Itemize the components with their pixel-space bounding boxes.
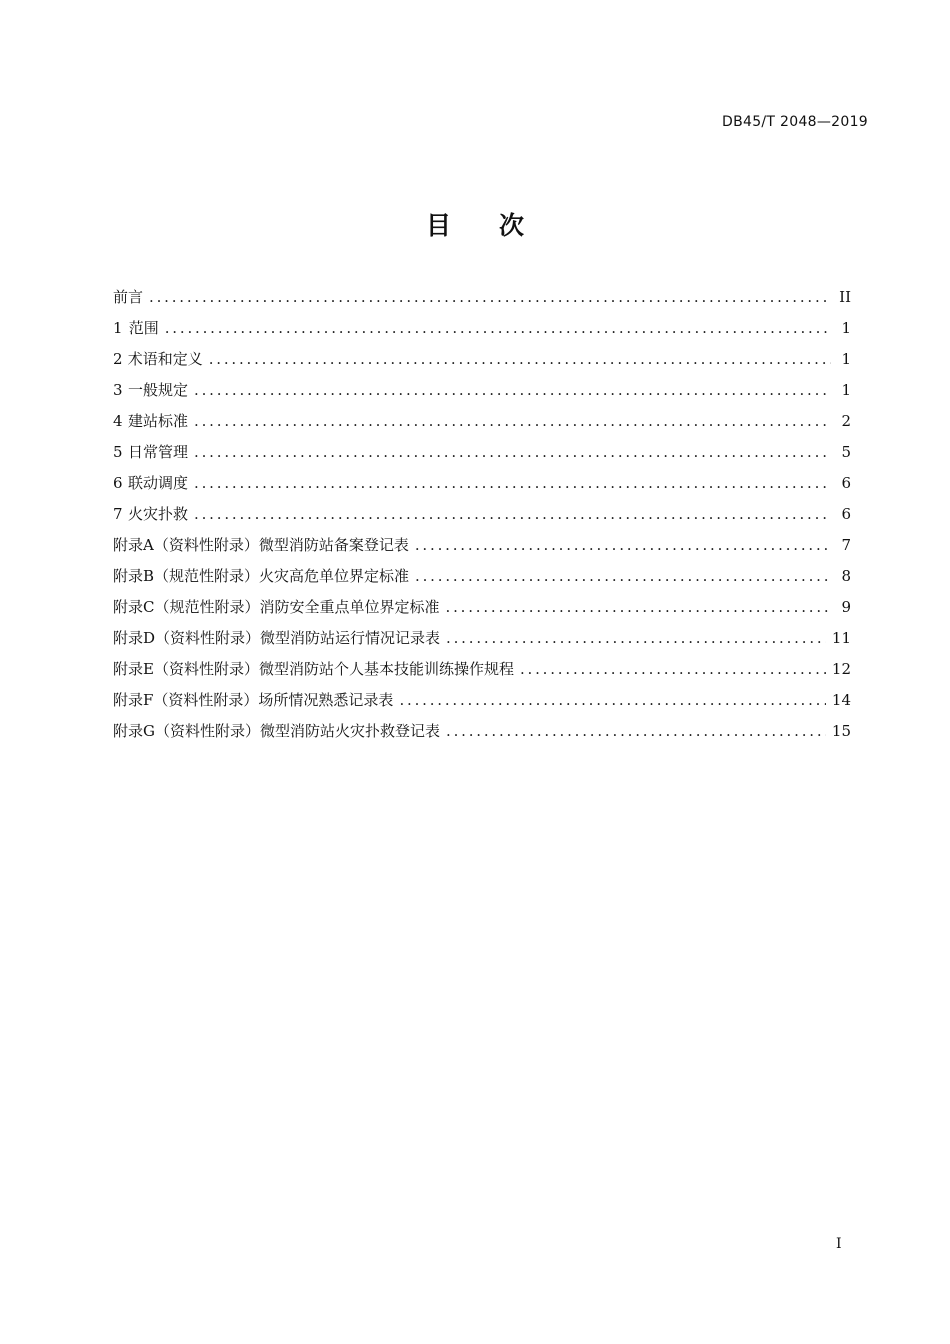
toc-entry-page: 11	[831, 629, 851, 647]
toc-entry-label: 联动调度	[128, 474, 189, 492]
section-number: 2	[113, 350, 123, 368]
toc-entry-section-7[interactable]	[113, 503, 851, 534]
toc-entry-page: 14	[831, 691, 851, 709]
appendix-prefix: 附录E（资料性附录）	[113, 660, 259, 678]
dot-leader	[194, 474, 831, 492]
toc-title-char-1: 目	[425, 211, 451, 240]
toc-entry-page: 1	[841, 381, 851, 399]
appendix-prefix: 附录G（资料性附录）	[113, 722, 260, 740]
toc-entry-label: 微型消防站个人基本技能训练操作规程	[258, 660, 514, 678]
dot-leader	[194, 412, 831, 430]
toc-entry-label: 一般规定	[128, 381, 189, 399]
toc-entry-appendix-c[interactable]	[113, 596, 851, 627]
toc-entry-label: 火灾扑救	[128, 505, 189, 523]
table-of-contents	[113, 286, 851, 751]
toc-entry-section-3[interactable]	[113, 379, 851, 410]
dot-leader	[446, 629, 826, 647]
toc-entry-appendix-d[interactable]	[113, 627, 851, 658]
section-number: 7	[113, 505, 123, 523]
toc-entry-label: 微型消防站备案登记表	[258, 536, 409, 554]
toc-entry-page: 15	[831, 722, 851, 740]
appendix-prefix: 附录D（资料性附录）	[113, 629, 261, 647]
toc-entry-page: II	[839, 288, 851, 306]
dot-leader	[194, 505, 831, 523]
toc-entry-page: 12	[831, 660, 851, 678]
toc-entry-label: 微型消防站运行情况记录表	[260, 629, 441, 647]
toc-entry-section-6[interactable]	[113, 472, 851, 503]
toc-entry-appendix-e[interactable]	[113, 658, 851, 689]
toc-entry-label: 范围	[128, 319, 159, 337]
toc-entry-appendix-f[interactable]	[113, 689, 851, 720]
toc-entry-label: 术语和定义	[127, 350, 203, 368]
toc-entry-appendix-g[interactable]	[113, 720, 851, 751]
dot-leader	[446, 598, 832, 616]
toc-entry-label: 日常管理	[128, 443, 189, 461]
section-number: 3	[113, 381, 123, 399]
toc-entry-page: 8	[841, 567, 851, 585]
section-number: 4	[113, 412, 123, 430]
toc-entry-page: 1	[841, 319, 851, 337]
toc-entry-section-2[interactable]	[113, 348, 851, 379]
dot-leader	[415, 536, 831, 554]
toc-entry-label: 微型消防站火灾扑救登记表	[259, 722, 440, 740]
toc-entry-label: 消防安全重点单位界定标准	[259, 598, 440, 616]
toc-entry-label: 场所情况熟悉记录表	[258, 691, 394, 709]
page-number: I	[836, 1236, 842, 1252]
toc-entry-label: 建站标准	[128, 412, 189, 430]
appendix-prefix: 附录C（规范性附录）	[113, 598, 260, 616]
dot-leader	[446, 722, 826, 740]
toc-entry-page: 9	[841, 598, 851, 616]
toc-entry-section-1[interactable]	[113, 317, 851, 348]
toc-entry-page: 2	[841, 412, 851, 430]
toc-entry-page: 6	[841, 505, 851, 523]
toc-entry-section-4[interactable]	[113, 410, 851, 441]
toc-title-char-2: 次	[499, 211, 525, 240]
appendix-prefix: 附录F（资料性附录）	[113, 691, 259, 709]
toc-title	[0, 206, 950, 242]
dot-leader	[209, 350, 831, 368]
appendix-prefix: 附录A（资料性附录）	[113, 536, 259, 554]
dot-leader	[194, 443, 831, 461]
toc-entry-appendix-a[interactable]	[113, 534, 851, 565]
toc-entry-foreword[interactable]	[113, 286, 851, 317]
appendix-prefix: 附录B（规范性附录）	[113, 567, 260, 585]
dot-leader	[194, 381, 831, 399]
dot-leader	[415, 567, 831, 585]
dot-leader	[165, 319, 831, 337]
section-number: 5	[113, 443, 123, 461]
section-number: 6	[113, 474, 123, 492]
dot-leader	[399, 691, 825, 709]
toc-entry-appendix-b[interactable]	[113, 565, 851, 596]
toc-entry-page: 6	[841, 474, 851, 492]
dot-leader	[149, 288, 831, 306]
document-code: DB45/T 2048—2019	[722, 114, 868, 130]
toc-entry-page: 7	[841, 536, 851, 554]
toc-entry-section-5[interactable]	[113, 441, 851, 472]
toc-entry-label: 火灾高危单位界定标准	[259, 567, 410, 585]
toc-entry-page: 1	[841, 350, 851, 368]
toc-entry-label: 前言	[113, 288, 144, 306]
dot-leader	[520, 660, 826, 678]
toc-entry-page: 5	[841, 443, 851, 461]
section-number: 1	[113, 319, 123, 337]
